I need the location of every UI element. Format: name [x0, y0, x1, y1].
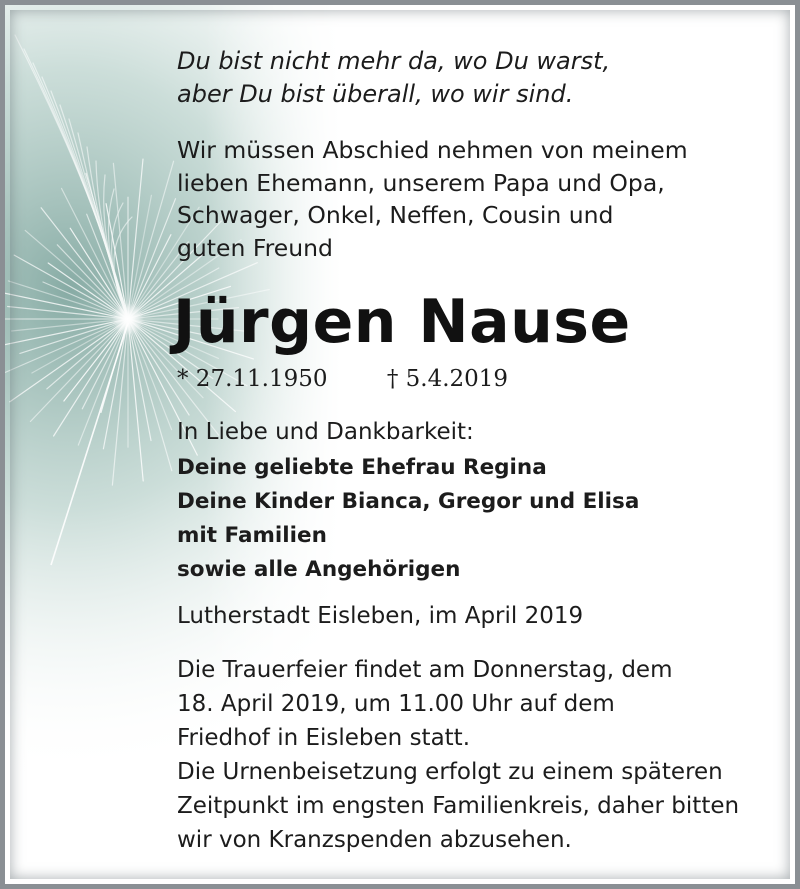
memorial-poem [177, 45, 610, 111]
service-line: Zeitpunkt im engsten Familienkreis, daher bitten [177, 793, 740, 819]
place-and-date: Lutherstadt Eisleben, im April 2019 [177, 603, 584, 629]
farewell-introduction [177, 134, 688, 264]
death-date: † 5.4.2019 [386, 366, 509, 392]
mourner-line: sowie alle Angehörigen [177, 557, 461, 582]
gratitude-heading: In Liebe und Dankbarkeit: [177, 419, 474, 445]
intro-line: guten Freund [177, 233, 333, 262]
intro-line: Schwager, Onkel, Neffen, Cousin und [177, 201, 614, 229]
life-dates [177, 363, 508, 395]
mourners-list [177, 451, 639, 587]
mourner-line: Deine geliebte Ehefrau Regina [177, 455, 547, 480]
service-line: Die Urnenbeisetzung erfolgt zu einem späteren [177, 759, 723, 785]
poem-line: aber Du bist überall, wo wir sind. [177, 80, 574, 108]
intro-line: Wir müssen Abschied nehmen von meinem [177, 136, 688, 164]
deceased-name: Jürgen Nause [173, 287, 631, 357]
service-line: Die Trauerfeier findet am Donnerstag, dem [177, 657, 673, 683]
intro-line: lieben Ehemann, unserem Papa und Opa, [177, 168, 665, 197]
service-line: Friedhof in Eisleben statt. [177, 725, 471, 751]
service-line: 18. April 2019, um 11.00 Uhr auf dem [177, 691, 615, 717]
mourner-line: mit Familien [177, 523, 327, 548]
service-line: wir von Kranzspenden abzusehen. [177, 827, 572, 853]
poem-line: Du bist nicht mehr da, wo Du warst, [177, 47, 611, 75]
birth-date: * 27.11.1950 [177, 366, 328, 392]
funeral-service-info [177, 653, 739, 857]
mourner-line: Deine Kinder Bianca, Gregor und Elisa [177, 489, 640, 514]
